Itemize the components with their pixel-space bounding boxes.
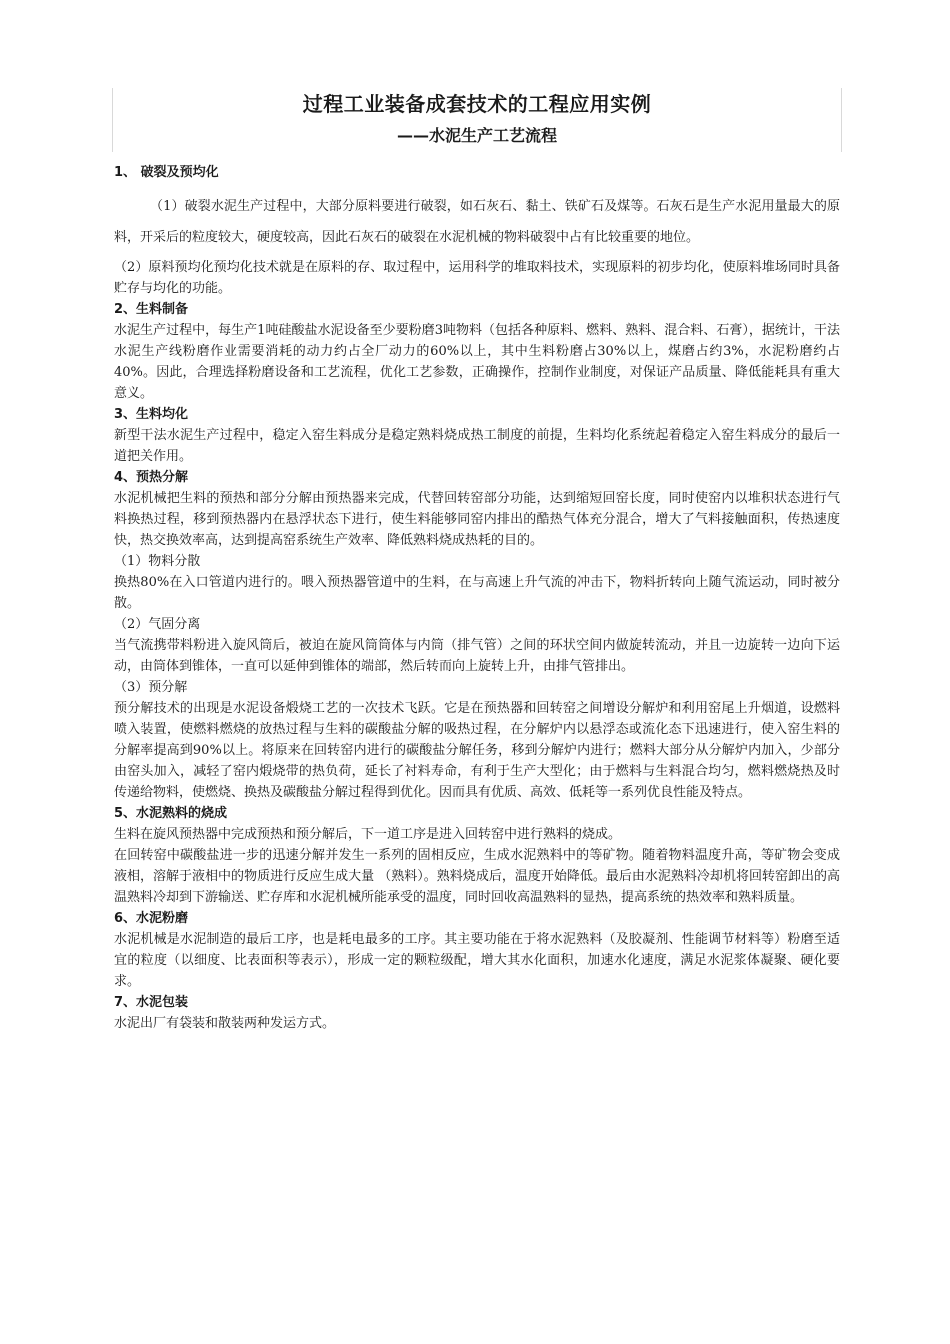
section-4-subheading-2: （2）气固分离 [114, 617, 201, 632]
section-heading-1: 1、 破裂及预均化 [114, 165, 219, 180]
section-3-paragraph-1: 新型干法水泥生产过程中，稳定入窑生料成分是稳定熟料烧成热工制度的前提，生料均化系统起着稳定入窑生料成分的最后一道把关作用。 [114, 428, 840, 464]
section-heading-4: 4、预热分解 [114, 470, 189, 485]
section-4-subheading-3: （3）预分解 [114, 680, 188, 695]
section-heading-7: 7、水泥包装 [114, 995, 189, 1010]
page-title: 过程工业装备成套技术的工程应用实例 [302, 92, 652, 116]
section-heading-6: 6、水泥粉磨 [114, 911, 189, 926]
section-4-subheading-1: （1）物料分散 [114, 554, 201, 569]
document-header [112, 88, 842, 152]
section-4-paragraph-3: 当气流携带料粉进入旋风筒后，被迫在旋风筒筒体与内筒（排气管）之间的环状空间内做旋转流动，并且一边旋转一边向下运动，由筒体到锥体，一直可以延伸到锥体的端部，然后转而向上旋转上升，由排气管排出。 [114, 638, 840, 674]
section-1-paragraph-2: （2）原料预均化预均化技术就是在原料的存、取过程中，运用科学的堆取料技术，实现原料的初步均化，使原料堆场同时具备贮存与均化的功能。 [114, 260, 840, 296]
section-4-paragraph-4: 预分解技术的出现是水泥设备煅烧工艺的一次技术飞跃。它是在预热器和回转窑之间增设分解炉和利用窑尾上升烟道，设燃料喷入装置，使燃料燃烧的放热过程与生料的碳酸盐分解的吸热过程，在分解炉内以悬浮态或流化态下迅速进行，使入窑生料的分解率提高到90%以上。将原来在回转窑内进行的碳酸盐分解任务，移到分解炉内进行；燃料大部分从分解炉内加入，少部分由窑头加入，减轻了窑内煅烧带的热负荷，延长了衬料寿命，有利于生产大型化；由于燃料与生料混合均匀，燃料燃烧热及时传递给物料，使燃烧、换热及碳酸盐分解过程得到优化。因而具有优质、高效、低耗等一系列优良性能及特点。 [114, 701, 840, 800]
section-1-paragraph-1: （1）破裂水泥生产过程中，大部分原料要进行破裂，如石灰石、黏土、铁矿石及煤等。石灰石是生产水泥用量最大的原料，开采后的粒度较大，硬度较高，因此石灰石的破裂在水泥机械的物料破裂中占有比较重要的地位。 [114, 199, 840, 245]
section-5-paragraph-1: 生料在旋风预热器中完成预热和预分解后，下一道工序是进入回转窑中进行熟料的烧成。 [114, 827, 622, 842]
document-body [114, 162, 840, 1034]
section-heading-3: 3、生料均化 [114, 407, 189, 422]
section-4-paragraph-2: 换热80%在入口管道内进行的。喂入预热器管道中的生料，在与高速上升气流的冲击下，物料折转向上随气流运动，同时被分散。 [114, 575, 840, 611]
section-5-paragraph-2: 在回转窑中碳酸盐进一步的迅速分解并发生一系列的固相反应，生成水泥熟料中的等矿物。随着物料温度升高，等矿物会变成液相，溶解于液相中的物质进行反应生成大量 （熟料）。熟料烧成后，温度开始降低。最后由水泥熟料冷却机将回转窑卸出的高温熟料冷却到下游输送、贮存库和水泥机械所能承受的温度，同时回收高温熟料的显热，提高系统的热效率和熟料质量。 [114, 848, 840, 905]
section-4-paragraph-1: 水泥机械把生料的预热和部分分解由预热器来完成，代替回转窑部分功能，达到缩短回窑长度，同时使窑内以堆积状态进行气料换热过程，移到预热器内在悬浮状态下进行，使生料能够同窑内排出的酷热气体充分混合，增大了气料接触面积，传热速度快，热交换效率高，达到提高窑系统生产效率、降低熟料烧成热耗的目的。 [114, 491, 840, 548]
page-subtitle: ——水泥生产工艺流程 [396, 126, 557, 145]
document-page [114, 88, 840, 1034]
section-6-paragraph-1: 水泥机械是水泥制造的最后工序，也是耗电最多的工序。其主要功能在于将水泥熟料（及胶凝剂、性能调节材料等）粉磨至适宜的粒度（以细度、比表面积等表示），形成一定的颗粒级配，增大其水化面积，加速水化速度，满足水泥浆体凝聚、硬化要求。 [114, 932, 840, 989]
section-heading-5: 5、水泥熟料的烧成 [114, 806, 228, 821]
section-2-paragraph-1: 水泥生产过程中，每生产1吨硅酸盐水泥设备至少要粉磨3吨物料（包括各种原料、燃料、熟料、混合料、石膏），据统计，干法水泥生产线粉磨作业需要消耗的动力约占全厂动力的60%以上，其中生料粉磨占30%以上，煤磨占约3%，水泥粉磨约占40%。因此，合理选择粉磨设备和工艺流程，优化工艺参数，正确操作，控制作业制度，对保证产品质量、降低能耗具有重大意义。 [114, 323, 840, 401]
section-heading-2: 2、生料制备 [114, 302, 189, 317]
section-7-paragraph-1: 水泥出厂有袋装和散装两种发运方式。 [114, 1016, 336, 1031]
